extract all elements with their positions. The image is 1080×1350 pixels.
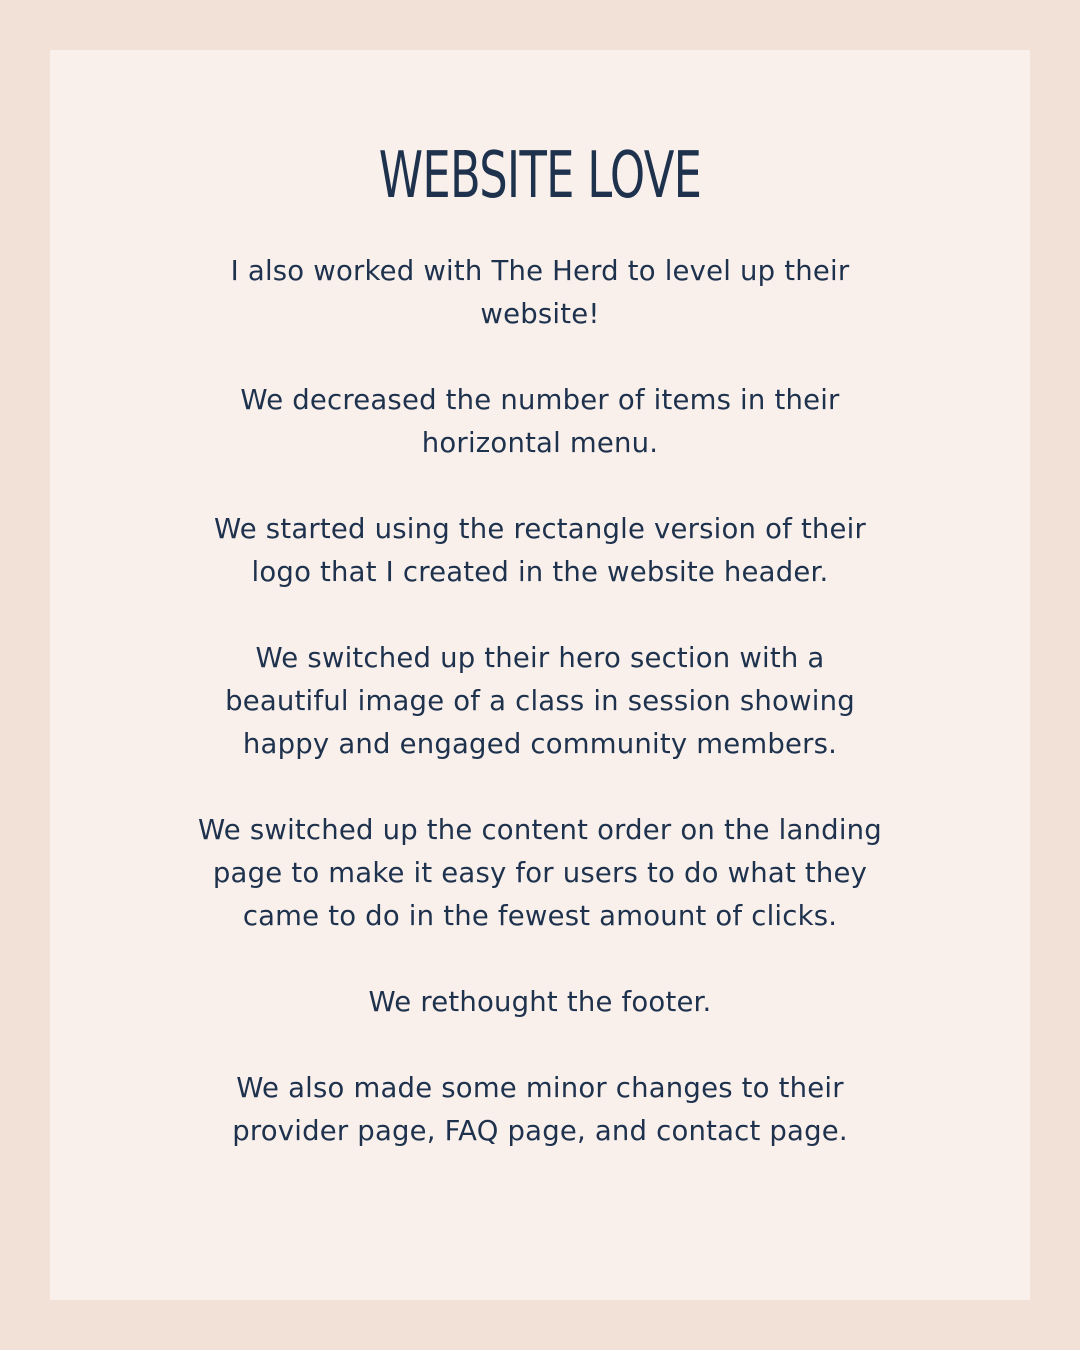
text-line: provider page, FAQ page, and contact page. (232, 1115, 848, 1147)
text-line: We switched up their hero section with a (255, 642, 825, 674)
text-line: We also made some minor changes to their (236, 1072, 844, 1104)
text-line: happy and engaged community members. (242, 728, 838, 760)
text-line: We rethought the footer. (368, 986, 712, 1018)
body-text (110, 250, 970, 1196)
paragraph-content-order (110, 809, 970, 938)
page-title: WEBSITE LOVE (378, 139, 702, 213)
text-line: beautiful image of a class in session showing (225, 685, 855, 717)
text-line: We switched up the content order on the landing (198, 814, 882, 846)
text-line: I also worked with The Herd to level up their (230, 255, 850, 287)
paragraph-minor-changes (110, 1067, 970, 1153)
text-line: horizontal menu. (421, 427, 659, 459)
text-line: came to do in the fewest amount of clicks. (242, 900, 838, 932)
paragraph-logo (110, 508, 970, 594)
text-line: We decreased the number of items in their (240, 384, 840, 416)
paragraph-footer (110, 981, 970, 1024)
content-card (50, 50, 1030, 1300)
paragraph-menu (110, 379, 970, 465)
paragraph-hero (110, 637, 970, 766)
text-line: page to make it easy for users to do what they (212, 857, 868, 889)
text-line: website! (480, 298, 600, 330)
text-line: logo that I created in the website header. (251, 556, 829, 588)
text-line: We started using the rectangle version of their (213, 513, 867, 545)
paragraph-intro (110, 250, 970, 336)
